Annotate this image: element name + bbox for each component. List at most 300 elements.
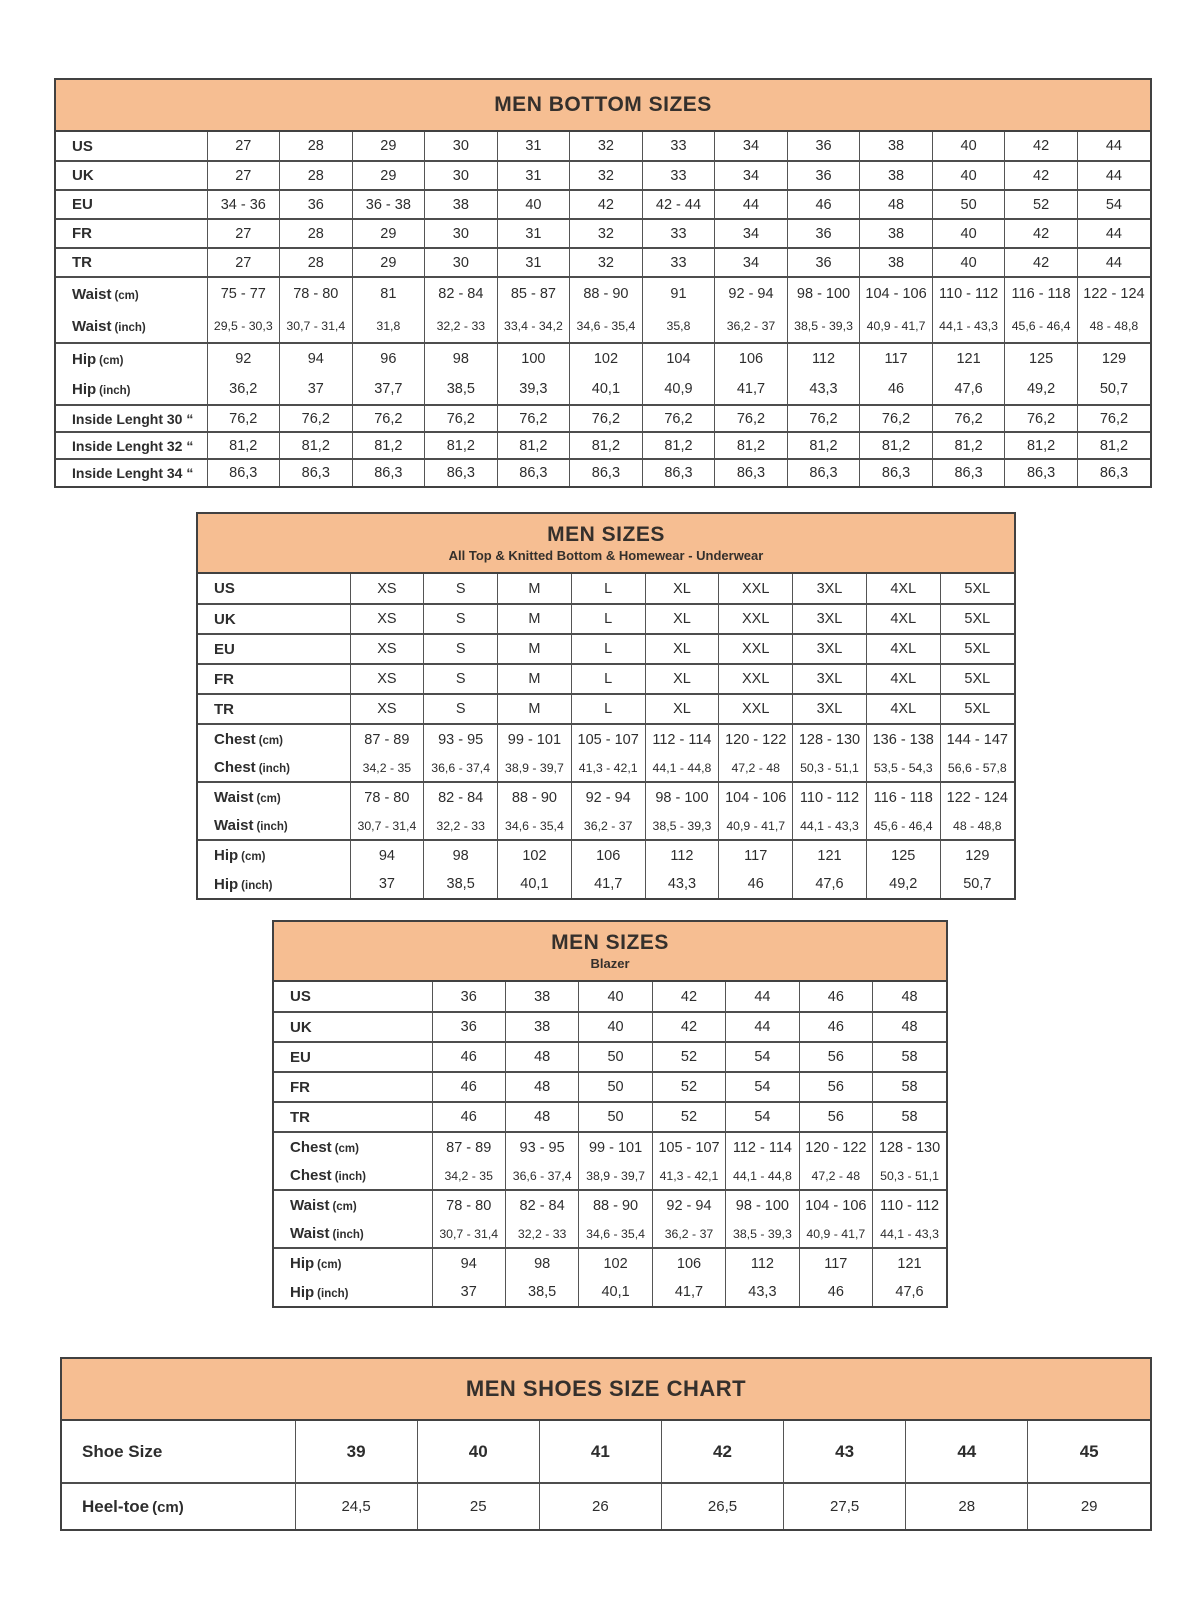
size-cell: 112 — [787, 343, 860, 374]
size-cell: 34,6 - 35,4 — [570, 310, 643, 343]
size-cell: 112 - 114 — [645, 724, 719, 754]
row-label — [274, 1190, 432, 1220]
label-text: Chest — [290, 1167, 332, 1184]
size-cell: 81,2 — [932, 432, 1005, 459]
men-top-sizes-table — [196, 512, 1016, 900]
size-cell: XXL — [719, 634, 793, 664]
size-cell: 40 — [932, 219, 1005, 248]
size-cell: 44 — [906, 1421, 1028, 1483]
size-cell: 39,3 — [497, 374, 570, 405]
label-unit: (inch) — [241, 879, 273, 892]
size-cell: 110 - 112 — [932, 277, 1005, 310]
row-label: Inside Lenght 34 “ — [56, 459, 207, 486]
size-cell: 37,7 — [352, 374, 425, 405]
size-cell: 53,5 - 54,3 — [866, 754, 940, 782]
size-cell: 28 — [280, 219, 353, 248]
men-blazer-sizes-table — [272, 920, 948, 1308]
size-cell: 50,7 — [1077, 374, 1150, 405]
row-label: TR — [274, 1102, 432, 1132]
table-row — [56, 343, 1150, 374]
size-cell: 88 - 90 — [570, 277, 643, 310]
row-label — [274, 1248, 432, 1278]
size-cell: 105 - 107 — [571, 724, 645, 754]
size-cell: 38,5 — [424, 870, 498, 898]
size-cell: 42 — [652, 982, 725, 1012]
size-cell: 93 - 95 — [505, 1132, 578, 1162]
size-cell: 81,2 — [497, 432, 570, 459]
size-cell: 32 — [570, 132, 643, 161]
size-cell: 31,8 — [352, 310, 425, 343]
size-cell: 86,3 — [1077, 459, 1150, 486]
size-cell: 49,2 — [1005, 374, 1078, 405]
size-cell: 110 - 112 — [873, 1190, 946, 1220]
row-label: Inside Lenght 32 “ — [56, 432, 207, 459]
size-cell: 38 — [860, 161, 933, 190]
size-cell: 120 - 122 — [799, 1132, 872, 1162]
size-cell: 46 — [787, 190, 860, 219]
size-cell: 40,1 — [579, 1278, 652, 1306]
row-label: US — [290, 988, 311, 1005]
size-cell: XL — [645, 604, 719, 634]
label-unit: (inch) — [332, 1229, 364, 1241]
row-label — [56, 310, 207, 343]
size-cell: 46 — [799, 982, 872, 1012]
size-cell: 36 — [432, 1012, 505, 1042]
size-cell: 48 — [873, 1012, 946, 1042]
size-cell: 81,2 — [280, 432, 353, 459]
size-cell: 36,2 - 37 — [571, 812, 645, 840]
size-cell: 3XL — [793, 634, 867, 664]
size-cell: 102 — [570, 343, 643, 374]
size-cell: 91 — [642, 277, 715, 310]
size-cell: 47,6 — [873, 1278, 946, 1306]
table-row — [198, 574, 1014, 604]
table-row — [56, 310, 1150, 343]
table-row — [62, 1483, 1150, 1529]
size-cell: 5XL — [940, 604, 1014, 634]
table-row — [56, 161, 1150, 190]
size-cell: 34 - 36 — [207, 190, 280, 219]
size-cell: 44,1 - 43,3 — [932, 310, 1005, 343]
size-cell: 47,6 — [793, 870, 867, 898]
size-cell: 48 — [860, 190, 933, 219]
size-cell: 25 — [417, 1483, 539, 1529]
size-cell: 86,3 — [787, 459, 860, 486]
table-row — [198, 782, 1014, 812]
table-row — [274, 1220, 946, 1248]
size-cell: 104 - 106 — [860, 277, 933, 310]
label-text: Waist — [290, 1225, 330, 1242]
size-cell: 98 - 100 — [726, 1190, 799, 1220]
table-row — [198, 694, 1014, 724]
size-cell: 33 — [642, 219, 715, 248]
table-row — [274, 982, 946, 1012]
table-title: MEN BOTTOM SIZES — [494, 93, 712, 117]
size-cell: 58 — [873, 1072, 946, 1102]
size-cell: 37 — [280, 374, 353, 405]
row-label: EU — [56, 190, 207, 219]
size-cell: 5XL — [940, 694, 1014, 724]
size-cell: 76,2 — [715, 405, 788, 432]
size-cell: 38,5 - 39,3 — [726, 1220, 799, 1248]
size-cell: L — [571, 574, 645, 604]
size-cell: 42 - 44 — [642, 190, 715, 219]
size-cell: 34,2 - 35 — [432, 1162, 505, 1190]
size-cell: 50,7 — [940, 870, 1014, 898]
size-cell: 44,1 - 44,8 — [645, 754, 719, 782]
size-cell: 26,5 — [661, 1483, 783, 1529]
size-cell: 52 — [652, 1102, 725, 1132]
size-cell: S — [424, 634, 498, 664]
size-cell: L — [571, 664, 645, 694]
size-cell: 86,3 — [1005, 459, 1078, 486]
size-cell: 41,7 — [571, 870, 645, 898]
size-cell: 44 — [1077, 248, 1150, 277]
size-cell: 27 — [207, 132, 280, 161]
label-unit: (cm) — [332, 1201, 357, 1213]
size-cell: 102 — [498, 840, 572, 870]
size-cell: 86,3 — [932, 459, 1005, 486]
size-cell: XXL — [719, 604, 793, 634]
size-cell: 32,2 - 33 — [425, 310, 498, 343]
size-cell: 40 — [932, 161, 1005, 190]
size-cell: 40 — [932, 132, 1005, 161]
size-cell: 116 - 118 — [866, 782, 940, 812]
size-cell: 96 — [352, 343, 425, 374]
size-cell: 41 — [539, 1421, 661, 1483]
size-cell: 43,3 — [726, 1278, 799, 1306]
table-row — [198, 634, 1014, 664]
size-cell: 44 — [726, 1012, 799, 1042]
size-cell: 36 — [280, 190, 353, 219]
size-cell: L — [571, 634, 645, 664]
size-cell: 104 - 106 — [719, 782, 793, 812]
table-row — [274, 1132, 946, 1162]
size-cell: 112 - 114 — [726, 1132, 799, 1162]
label-text: Hip — [72, 350, 97, 368]
size-cell: 86,3 — [280, 459, 353, 486]
size-cell: 30,7 - 31,4 — [350, 812, 424, 840]
size-cell: 128 - 130 — [873, 1132, 946, 1162]
label-text: Hip — [214, 875, 239, 893]
label-unit: (inch) — [334, 1171, 366, 1183]
size-cell: 3XL — [793, 604, 867, 634]
size-cell: 36 — [787, 132, 860, 161]
label-text: Hip — [290, 1255, 315, 1272]
size-cell: 42 — [661, 1421, 783, 1483]
size-cell: 29 — [352, 248, 425, 277]
size-cell: 37 — [432, 1278, 505, 1306]
size-cell: XS — [350, 574, 424, 604]
size-cell: 30,7 - 31,4 — [280, 310, 353, 343]
size-cell: M — [498, 664, 572, 694]
row-label: US — [214, 580, 235, 597]
size-cell: 98 — [505, 1248, 578, 1278]
size-cell: 104 - 106 — [799, 1190, 872, 1220]
table-row — [62, 1421, 1150, 1483]
size-cell: 40,9 - 41,7 — [799, 1220, 872, 1248]
size-cell: 112 — [645, 840, 719, 870]
size-cell: 76,2 — [932, 405, 1005, 432]
row-label: Shoe Size — [82, 1441, 163, 1461]
size-cell: 122 - 124 — [1077, 277, 1150, 310]
label-unit: (inch) — [317, 1287, 349, 1300]
size-cell: 40 — [417, 1421, 539, 1483]
size-cell: 36,2 — [207, 374, 280, 405]
table-row — [274, 1102, 946, 1132]
size-cell: 86,3 — [207, 459, 280, 486]
size-cell: 92 - 94 — [715, 277, 788, 310]
size-cell: 81,2 — [715, 432, 788, 459]
size-cell: 56 — [799, 1042, 872, 1072]
table-row — [56, 459, 1150, 486]
men-top-sizes-header — [198, 514, 1014, 574]
size-cell: S — [424, 604, 498, 634]
label-text: Waist — [214, 789, 254, 806]
label-unit: (cm) — [152, 1498, 184, 1516]
size-cell: 88 - 90 — [579, 1190, 652, 1220]
size-cell: 81,2 — [570, 432, 643, 459]
size-cell: 56 — [799, 1102, 872, 1132]
label-unit: (cm) — [256, 793, 281, 805]
men-blazer-sizes-header — [274, 922, 946, 982]
size-cell: 85 - 87 — [497, 277, 570, 310]
table-title: MEN SIZES — [547, 522, 665, 546]
size-cell: 38,5 — [505, 1278, 578, 1306]
size-cell: 32,2 - 33 — [505, 1220, 578, 1248]
label-unit: (cm) — [258, 735, 283, 747]
size-cell: 42 — [570, 190, 643, 219]
size-cell: 76,2 — [1077, 405, 1150, 432]
size-cell: 50 — [579, 1042, 652, 1072]
size-cell: 86,3 — [860, 459, 933, 486]
size-cell: 86,3 — [497, 459, 570, 486]
size-cell: 86,3 — [715, 459, 788, 486]
size-cell: 36,6 - 37,4 — [505, 1162, 578, 1190]
row-label — [56, 374, 207, 405]
size-cell: 82 - 84 — [424, 782, 498, 812]
label-text: Chest — [214, 731, 256, 748]
table-row — [198, 870, 1014, 898]
size-cell: 34 — [715, 161, 788, 190]
size-cell: L — [571, 604, 645, 634]
size-cell: 34,6 - 35,4 — [498, 812, 572, 840]
label-unit: (inch) — [114, 321, 146, 334]
size-cell: 36 — [787, 219, 860, 248]
size-cell: 46 — [719, 870, 793, 898]
size-cell: 81,2 — [1005, 432, 1078, 459]
label-unit: (inch) — [258, 763, 290, 775]
table-row — [56, 277, 1150, 310]
size-cell: 30 — [425, 248, 498, 277]
size-cell: M — [498, 574, 572, 604]
size-cell: 99 - 101 — [579, 1132, 652, 1162]
size-cell: 43 — [784, 1421, 906, 1483]
size-cell: 3XL — [793, 694, 867, 724]
size-cell: XXL — [719, 664, 793, 694]
size-cell: 50,3 - 51,1 — [793, 754, 867, 782]
size-cell: 106 — [715, 343, 788, 374]
size-cell: 34 — [715, 219, 788, 248]
table-row — [56, 248, 1150, 277]
size-cell: 121 — [873, 1248, 946, 1278]
size-cell: 33 — [642, 248, 715, 277]
row-label — [62, 1483, 295, 1529]
row-label — [56, 343, 207, 374]
size-cell: 48 — [505, 1072, 578, 1102]
size-cell: S — [424, 694, 498, 724]
size-cell: 116 - 118 — [1005, 277, 1078, 310]
size-cell: 76,2 — [207, 405, 280, 432]
size-cell: 32 — [570, 161, 643, 190]
size-cell: 33 — [642, 161, 715, 190]
size-cell: 98 - 100 — [645, 782, 719, 812]
size-cell: 117 — [719, 840, 793, 870]
row-label — [274, 1132, 432, 1162]
size-cell: XL — [645, 694, 719, 724]
size-cell: 38,5 - 39,3 — [787, 310, 860, 343]
size-cell: 129 — [1077, 343, 1150, 374]
size-cell: 100 — [497, 343, 570, 374]
size-cell: 4XL — [866, 574, 940, 604]
row-label — [274, 1162, 432, 1190]
size-cell: 36,2 - 37 — [652, 1220, 725, 1248]
label-text: Waist — [214, 817, 254, 834]
size-cell: 54 — [726, 1072, 799, 1102]
size-cell: 76,2 — [497, 405, 570, 432]
row-label: FR — [56, 219, 207, 248]
size-cell: 43,3 — [787, 374, 860, 405]
size-cell: 29 — [352, 132, 425, 161]
size-cell: 42 — [652, 1012, 725, 1042]
size-cell: 40 — [579, 1012, 652, 1042]
size-cell: 30,7 - 31,4 — [432, 1220, 505, 1248]
label-unit: (cm) — [99, 354, 124, 367]
size-cell: 117 — [799, 1248, 872, 1278]
size-cell: L — [571, 694, 645, 724]
size-cell: 38 — [505, 1012, 578, 1042]
table-title: MEN SIZES — [551, 930, 669, 954]
table-subtitle: Blazer — [590, 955, 630, 971]
size-cell: 44,1 - 44,8 — [726, 1162, 799, 1190]
size-cell: 30 — [425, 219, 498, 248]
row-label — [198, 840, 350, 870]
size-cell: 50 — [579, 1102, 652, 1132]
size-cell: 38,5 - 39,3 — [645, 812, 719, 840]
size-cell: 87 - 89 — [432, 1132, 505, 1162]
size-cell: 46 — [799, 1012, 872, 1042]
size-cell: 29,5 - 30,3 — [207, 310, 280, 343]
table-row — [56, 190, 1150, 219]
size-cell: 86,3 — [352, 459, 425, 486]
table-row — [56, 432, 1150, 459]
size-cell: 81,2 — [425, 432, 498, 459]
size-cell: 94 — [280, 343, 353, 374]
size-cell: 76,2 — [352, 405, 425, 432]
size-cell: 35,8 — [642, 310, 715, 343]
size-cell: 76,2 — [280, 405, 353, 432]
label-unit: (cm) — [334, 1143, 359, 1155]
size-cell: 47,2 - 48 — [799, 1162, 872, 1190]
size-cell: 102 — [579, 1248, 652, 1278]
men-shoes-size-table — [60, 1357, 1152, 1531]
size-cell: 76,2 — [570, 405, 643, 432]
label-unit: (inch) — [99, 384, 131, 397]
table-row — [198, 664, 1014, 694]
size-cell: 27 — [207, 219, 280, 248]
size-cell: 125 — [1005, 343, 1078, 374]
row-label: EU — [198, 634, 350, 664]
size-cell: 47,6 — [932, 374, 1005, 405]
size-cell: 56 — [799, 1072, 872, 1102]
size-cell: 32 — [570, 248, 643, 277]
size-cell: 24,5 — [295, 1483, 417, 1529]
size-cell: 129 — [940, 840, 1014, 870]
table-row — [198, 604, 1014, 634]
size-cell: 28 — [280, 161, 353, 190]
size-cell: 38 — [860, 248, 933, 277]
size-cell: 81,2 — [787, 432, 860, 459]
table-row — [274, 1248, 946, 1278]
size-cell: 54 — [1077, 190, 1150, 219]
size-cell: 106 — [652, 1248, 725, 1278]
size-cell: 27 — [207, 248, 280, 277]
size-cell: 28 — [280, 132, 353, 161]
size-cell: 34 — [715, 132, 788, 161]
size-cell: 38 — [860, 132, 933, 161]
size-cell: 29 — [352, 219, 425, 248]
size-cell: XS — [350, 604, 424, 634]
size-cell: 76,2 — [860, 405, 933, 432]
row-label — [274, 1220, 432, 1248]
row-label: Inside Lenght 30 “ — [56, 405, 207, 432]
table-row — [198, 812, 1014, 840]
size-cell: 81,2 — [860, 432, 933, 459]
size-cell: 41,3 - 42,1 — [652, 1162, 725, 1190]
size-cell: 110 - 112 — [793, 782, 867, 812]
table-row — [198, 754, 1014, 782]
size-cell: 136 - 138 — [866, 724, 940, 754]
size-cell: 117 — [860, 343, 933, 374]
size-cell: 46 — [799, 1278, 872, 1306]
size-cell: 5XL — [940, 664, 1014, 694]
size-cell: 31 — [497, 161, 570, 190]
size-cell: 46 — [432, 1072, 505, 1102]
size-cell: 32,2 - 33 — [424, 812, 498, 840]
label-text: Waist — [72, 317, 112, 335]
size-cell: M — [498, 634, 572, 664]
size-cell: 52 — [652, 1042, 725, 1072]
size-cell: 32 — [570, 219, 643, 248]
men-top-sizes-grid — [198, 574, 1014, 898]
size-cell: 28 — [280, 248, 353, 277]
size-cell: S — [424, 574, 498, 604]
size-cell: 81,2 — [642, 432, 715, 459]
men-bottom-sizes-header — [56, 80, 1150, 132]
size-cell: 93 - 95 — [424, 724, 498, 754]
row-label: UK — [198, 604, 350, 634]
size-cell: 120 - 122 — [719, 724, 793, 754]
size-cell: 76,2 — [1005, 405, 1078, 432]
size-cell: 112 — [726, 1248, 799, 1278]
size-cell: 87 - 89 — [350, 724, 424, 754]
size-cell: 81 — [352, 277, 425, 310]
size-cell: 128 - 130 — [793, 724, 867, 754]
size-cell: 34,6 - 35,4 — [579, 1220, 652, 1248]
table-row — [274, 1162, 946, 1190]
size-cell: 48 - 48,8 — [1077, 310, 1150, 343]
size-cell: 29 — [1028, 1483, 1150, 1529]
